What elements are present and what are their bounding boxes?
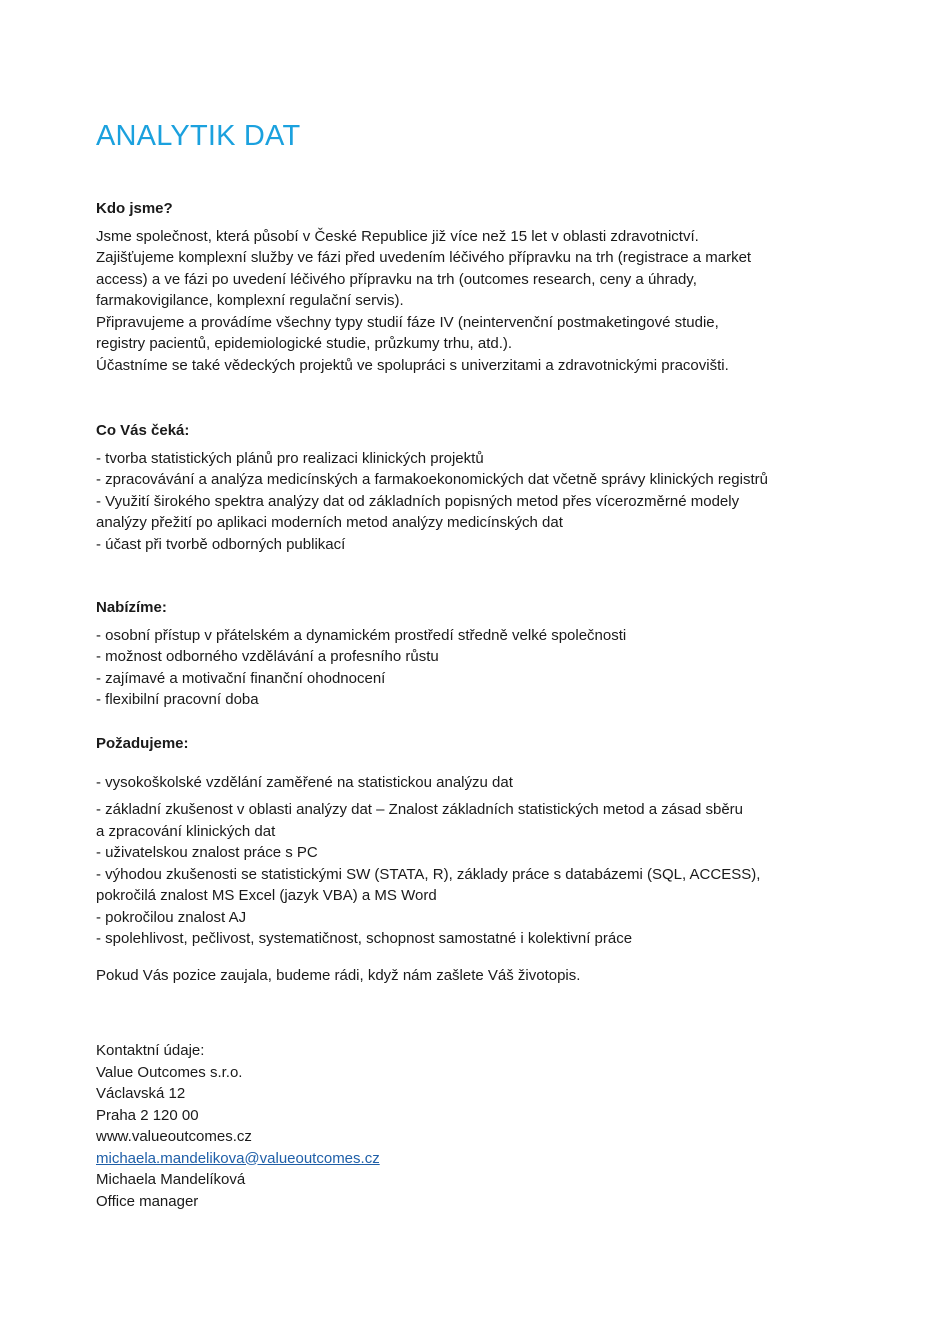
about-line: Účastníme se také vědeckých projektů ve spolupráci s univerzitami a zdravotnickými pracovišti. (96, 356, 729, 374)
contact-street: Václavská 12 (96, 1085, 186, 1102)
section-requirements (96, 733, 856, 950)
offer-item: - osobní přístup v přátelském a dynamickém prostředí středně velké společnosti (96, 626, 627, 644)
section-about (96, 198, 856, 376)
section-heading-offer: Nabízíme: (96, 599, 167, 616)
section-heading-requirements: Požadujeme: (96, 735, 189, 752)
section-offer (96, 597, 856, 711)
about-line: farmakovigilance, komplexní regulační servis). (96, 292, 404, 309)
section-contact (96, 1040, 856, 1212)
duty-item: - Využití širokého spektra analýzy dat od základních popisných metod přes vícerozměrné modely (96, 492, 740, 510)
section-heading-about: Kdo jsme? (96, 200, 173, 217)
page-title: ANALYTIK DAT (96, 120, 301, 152)
requirement-item: - spolehlivost, pečlivost, systematičnost, schopnost samostatné i kolektivní práce (96, 930, 633, 947)
duty-item: - tvorba statistických plánů pro realizaci klinických projektů (96, 449, 484, 467)
requirement-item: a zpracování klinických dat (96, 822, 276, 840)
contact-company: Value Outcomes s.r.o. (96, 1063, 243, 1081)
about-line: access) a ve fázi po uvedení léčivého přípravku na trh (outcomes research, ceny a úhrady, (96, 270, 697, 288)
contact-web: www.valueoutcomes.cz (96, 1128, 252, 1145)
contact-email-link[interactable]: michaela.mandelikova@valueoutcomes.cz (96, 1149, 380, 1167)
duty-item: - účast při tvorbě odborných publikací (96, 535, 346, 553)
contact-label: Kontaktní údaje: (96, 1042, 205, 1059)
contact-name: Michaela Mandelíková (96, 1171, 246, 1188)
about-line: Zajišťujeme komplexní služby ve fázi před uvedením léčivého přípravku na trh (registrace a market (96, 249, 752, 266)
requirement-item: - uživatelskou znalost práce s PC (96, 844, 318, 861)
offer-item: - flexibilní pracovní doba (96, 691, 259, 708)
about-line: registry pacientů, epidemiologické studie, průzkumy trhu, atd.). (96, 335, 513, 352)
about-line: Jsme společnost, která působí v České Republice již více než 15 let v oblasti zdravotnictví. (96, 227, 699, 245)
section-duties (96, 420, 856, 555)
section-heading-duties: Co Vás čeká: (96, 422, 190, 439)
contact-role: Office manager (96, 1192, 199, 1210)
closing-text: Pokud Vás pozice zaujala, budeme rádi, když nám zašlete Váš životopis. (96, 967, 581, 984)
contact-city: Praha 2 120 00 (96, 1106, 199, 1124)
requirement-item: - pokročilou znalost AJ (96, 908, 247, 926)
requirement-item: pokročilá znalost MS Excel (jazyk VBA) a MS Word (96, 887, 437, 904)
about-line: Připravujeme a provádíme všechny typy studií fáze IV (neintervenční postmaketingové studie, (96, 313, 719, 331)
offer-item: - možnost odborného vzdělávání a profesního růstu (96, 648, 439, 665)
section-closing (96, 965, 856, 987)
duty-item: - zpracovávání a analýza medicínských a farmakoekonomických dat včetně správy klinických registrů (96, 471, 768, 488)
contact-email-row (96, 1148, 856, 1170)
duty-item: analýzy přežití po aplikaci moderních metod analýzy medicínských dat (96, 514, 563, 531)
requirement-item: - základní zkušenost v oblasti analýzy dat – Znalost základních statistických metod a zásad sběru (96, 801, 743, 818)
requirement-item: - výhodou zkušenosti se statistickými SW (STATA, R), základy práce s databázemi (SQL, ACCESS), (96, 865, 761, 883)
offer-item: - zajímavé a motivační finanční ohodnocení (96, 669, 386, 687)
requirement-item: - vysokoškolské vzdělání zaměřené na statistickou analýzu dat (96, 773, 513, 791)
